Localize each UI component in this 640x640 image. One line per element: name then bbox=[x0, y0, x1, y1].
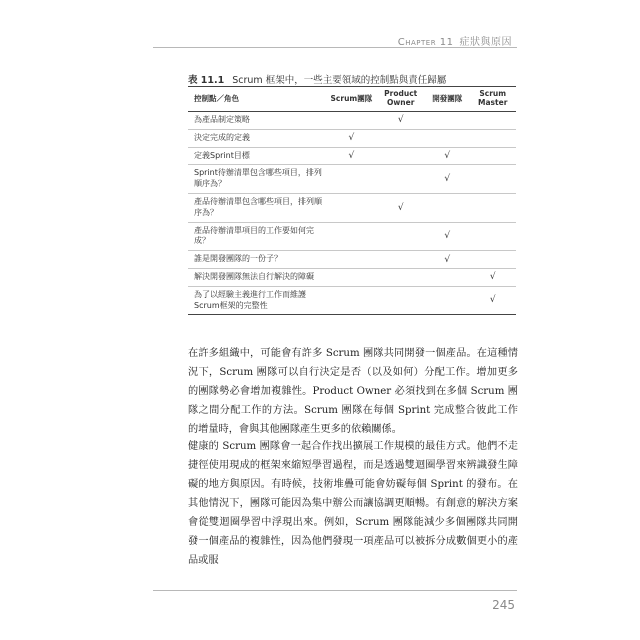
table-row bbox=[188, 112, 516, 130]
body-paragraph: 在許多組織中，可能會有許多 Scrum 團隊共同開發一個產品。在這種情況下，Scrum 團隊可以自行決定是否（以及如何）分配工作。增加更多的團隊勢必會增加複雜性。Product Owner 必須找到在多個 Scrum 團隊之間分配工作的方法。Scrum 團隊在每個 Sprint 完成整合彼此工作的增量時，會與其他團隊產生更多的依賴關係。 bbox=[188, 348, 518, 435]
chapter-title: 症狀與原因 bbox=[459, 37, 512, 48]
check-mark bbox=[425, 129, 469, 147]
check-mark bbox=[326, 268, 376, 286]
check-mark bbox=[326, 286, 376, 315]
row-label: 產品待辦清單包含哪些項目，排列順序為？ bbox=[188, 193, 326, 222]
column-header-control-point: 控制點／角色 bbox=[188, 87, 326, 112]
column-header-scrum-master: Scrum Master bbox=[469, 87, 516, 112]
column-header-product-owner: Product Owner bbox=[376, 87, 425, 112]
table-row bbox=[188, 193, 516, 222]
check-mark bbox=[326, 165, 376, 194]
check-mark: √ bbox=[376, 112, 425, 130]
check-mark bbox=[425, 112, 469, 130]
check-mark: √ bbox=[425, 251, 469, 269]
row-label: 為產品制定策略 bbox=[188, 112, 326, 130]
check-mark: √ bbox=[425, 147, 469, 165]
table-row bbox=[188, 165, 516, 194]
check-mark: √ bbox=[469, 286, 516, 315]
page-number: 245 bbox=[492, 598, 515, 612]
check-mark bbox=[376, 222, 425, 251]
check-mark bbox=[469, 193, 516, 222]
row-label: 誰是開發團隊的一份子？ bbox=[188, 251, 326, 269]
check-mark bbox=[326, 112, 376, 130]
row-label: 產品待辦清單項目的工作要如何完成？ bbox=[188, 222, 326, 251]
column-header-dev-team: 開發團隊 bbox=[425, 87, 469, 112]
row-label: Sprint待辦清單包含哪些項目，排列順序為？ bbox=[188, 165, 326, 194]
check-mark bbox=[376, 129, 425, 147]
check-mark bbox=[326, 222, 376, 251]
running-header bbox=[398, 33, 512, 48]
row-label: 決定完成的定義 bbox=[188, 129, 326, 147]
table-title: Scrum 框架中，一些主要領域的控制點與責任歸屬 bbox=[232, 75, 447, 86]
body-paragraph: 健康的 Scrum 團隊會一起合作找出擴展工作規模的最佳方式。他們不走捷徑使用現成的框架來縮短學習過程，而是透過雙迴圈學習來辨識發生障礙的地方與原因。有時候，技術堆疊可能會妨礙每個 Sprint 的發布。在其他情況下，團隊可能因為集中辦公而讓協調更順暢。有創意的解決方案會從雙迴圈學習中浮現出來。例如，Scrum 團隊能減少多個團隊共同開發一個產品的複雜性，因為他們發現一項產品可以被拆分成數個更小的產品或服 bbox=[188, 441, 518, 566]
check-mark: √ bbox=[425, 222, 469, 251]
check-mark: √ bbox=[469, 268, 516, 286]
check-mark bbox=[376, 147, 425, 165]
table-caption bbox=[188, 72, 446, 86]
table-row bbox=[188, 251, 516, 269]
chapter-label: Chapter 11 bbox=[397, 37, 454, 48]
check-mark bbox=[425, 193, 469, 222]
check-mark bbox=[469, 165, 516, 194]
check-mark bbox=[376, 165, 425, 194]
check-mark bbox=[376, 268, 425, 286]
check-mark bbox=[376, 286, 425, 315]
footer-rule bbox=[153, 590, 517, 591]
table-row bbox=[188, 222, 516, 251]
check-mark bbox=[469, 129, 516, 147]
table-row bbox=[188, 286, 516, 315]
check-mark bbox=[469, 251, 516, 269]
table-row bbox=[188, 129, 516, 147]
check-mark: √ bbox=[425, 165, 469, 194]
column-header-scrum-team: Scrum團隊 bbox=[326, 87, 376, 112]
check-mark: √ bbox=[326, 147, 376, 165]
check-mark bbox=[425, 286, 469, 315]
check-mark bbox=[376, 251, 425, 269]
check-mark bbox=[326, 193, 376, 222]
check-mark bbox=[425, 268, 469, 286]
table-number: 表 11.1 bbox=[188, 75, 225, 86]
row-label: 為了以經驗主義進行工作而維護Scrum框架的完整性 bbox=[188, 286, 326, 315]
table-row bbox=[188, 147, 516, 165]
control-points-table bbox=[188, 86, 516, 315]
check-mark bbox=[326, 251, 376, 269]
check-mark: √ bbox=[326, 129, 376, 147]
check-mark bbox=[469, 222, 516, 251]
row-label: 定義Sprint目標 bbox=[188, 147, 326, 165]
row-label: 解決開發團隊無法自行解決的障礙 bbox=[188, 268, 326, 286]
check-mark bbox=[469, 147, 516, 165]
table-row bbox=[188, 268, 516, 286]
check-mark bbox=[469, 112, 516, 130]
check-mark: √ bbox=[376, 193, 425, 222]
table-header-row bbox=[188, 87, 516, 112]
